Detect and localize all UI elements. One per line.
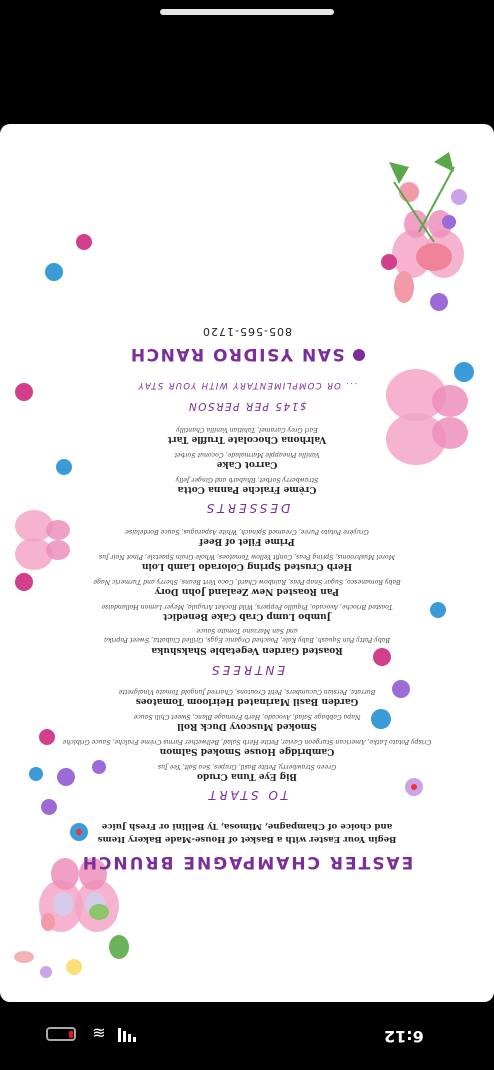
menu-item-name: Roasted Garden Vegetable Shakshuka bbox=[151, 645, 343, 655]
menu-item-name: Valrhona Chocolate Truffle Tart bbox=[167, 434, 327, 444]
menu-item-name: Crème Fraiche Panna Cotta bbox=[177, 484, 317, 494]
menu-item-name: Herb Crusted Spring Colorado Lamb Loin bbox=[141, 561, 353, 571]
wifi-icon: ≋ bbox=[92, 1023, 106, 1042]
section-heading-desserts: DESSERTS bbox=[203, 501, 291, 515]
menu-item-name: Carrot Cake bbox=[216, 459, 278, 469]
menu-item-name: Prime Filet of Beef bbox=[199, 536, 295, 546]
menu-item-desc: Green Strawberry, Petite Basil, Grapes, Sea Salt, Yee Jus bbox=[157, 763, 337, 770]
complimentary-note: ... OR COMPLIMENTARY WITH YOUR STAY bbox=[137, 380, 357, 390]
menu-item-desc: Toasted Brioche, Avocado, Piquillo Peppers, Wild Rocket Arugula, Meyer Lemon Hollandaise bbox=[101, 603, 393, 610]
menu-item-name: Jumbo Lump Crab Cake Benedict bbox=[163, 611, 331, 621]
menu-item-desc: Vanilla Pineapple Marmalade, Coconut Sorbet bbox=[174, 451, 320, 458]
section-heading-to-start: TO START bbox=[205, 788, 289, 802]
venue-phone[interactable]: 805-565-1720 bbox=[202, 325, 292, 338]
venue-row bbox=[0, 344, 494, 364]
status-icons bbox=[46, 1024, 156, 1046]
menu-item-desc: Strawberry Sorbet, Rhubarb and Ginger Jelly bbox=[175, 476, 319, 483]
menu-content bbox=[0, 124, 494, 1002]
page-title: EASTER CHAMPAGNE BRUNCH bbox=[80, 852, 414, 872]
section-heading-entrees: ENTREES bbox=[209, 663, 286, 677]
menu-item-desc: Crispy Potato Latke, American Sturgeon Caviar, Petite Herb Salad, Bellwether Farms Crème Fraîche, Sauce Gribiche bbox=[62, 738, 432, 745]
battery-icon bbox=[46, 1027, 76, 1041]
menu-item-name: Pan Roasted New Zealand John Dory bbox=[154, 586, 340, 596]
signal-icon bbox=[118, 1026, 140, 1042]
menu-item-desc: Burrata, Persian Cucumbers, Petit Croutons, Charred Jungold Tomato Vinaigrette bbox=[118, 688, 376, 695]
price-per-person: $145 PER PERSON bbox=[187, 400, 307, 412]
menu-item-desc: Baby Romanesco, Sugar Snap Peas, Rainbow Chard, Coco Vert Beans, Sherry and Turmeric Nage bbox=[93, 578, 401, 585]
menu-item-desc: Morel Mushrooms, Spring Peas, Confit Yellow Tomatoes, Whole Grain Spaetzle, Pinot Noir Jus bbox=[98, 553, 396, 560]
venue-name: SAN YSIDRO RANCH bbox=[129, 344, 345, 364]
location-pin-icon bbox=[353, 350, 365, 362]
intro-line: Begin Your Easter with a Basket of House-Made Bakery Items bbox=[97, 834, 397, 844]
menu-item-desc: Earl Grey Caramel, Tahitian Vanilla Chantilly bbox=[176, 426, 318, 433]
status-time: 6:12 bbox=[384, 1027, 424, 1046]
menu-item-name: Garden Basil Marinated Heirloom Tomatoes bbox=[135, 696, 359, 706]
menu-item-desc: Napa Cabbage Salad, Avocado, Herb Fromage Blanc, Sweet Chili Sauce bbox=[133, 713, 361, 720]
menu-item-name: Cambridge House Smoked Salmon bbox=[159, 746, 335, 756]
menu-item-desc: Baby Patty Pan Squash, Baby Kale, Poached Organic Eggs, Grilled Ciabatta, Sweet Paprika and San Marzano Tomato Sauce bbox=[104, 627, 390, 643]
menu-card bbox=[0, 124, 494, 1002]
intro-line: and choice of Champagne, Mimosa, Ty Bellini or Fresh Juice bbox=[101, 821, 393, 831]
menu-item-name: Smoked Muscovy Duck Roll bbox=[177, 721, 317, 731]
home-indicator[interactable] bbox=[160, 9, 334, 15]
menu-item-name: Big Eye Tuna Crudo bbox=[196, 771, 298, 781]
menu-item-desc: Gruyère Potato Puree, Creamed Spinach, White Asparagus, Sauce Bordelaise bbox=[125, 528, 369, 535]
